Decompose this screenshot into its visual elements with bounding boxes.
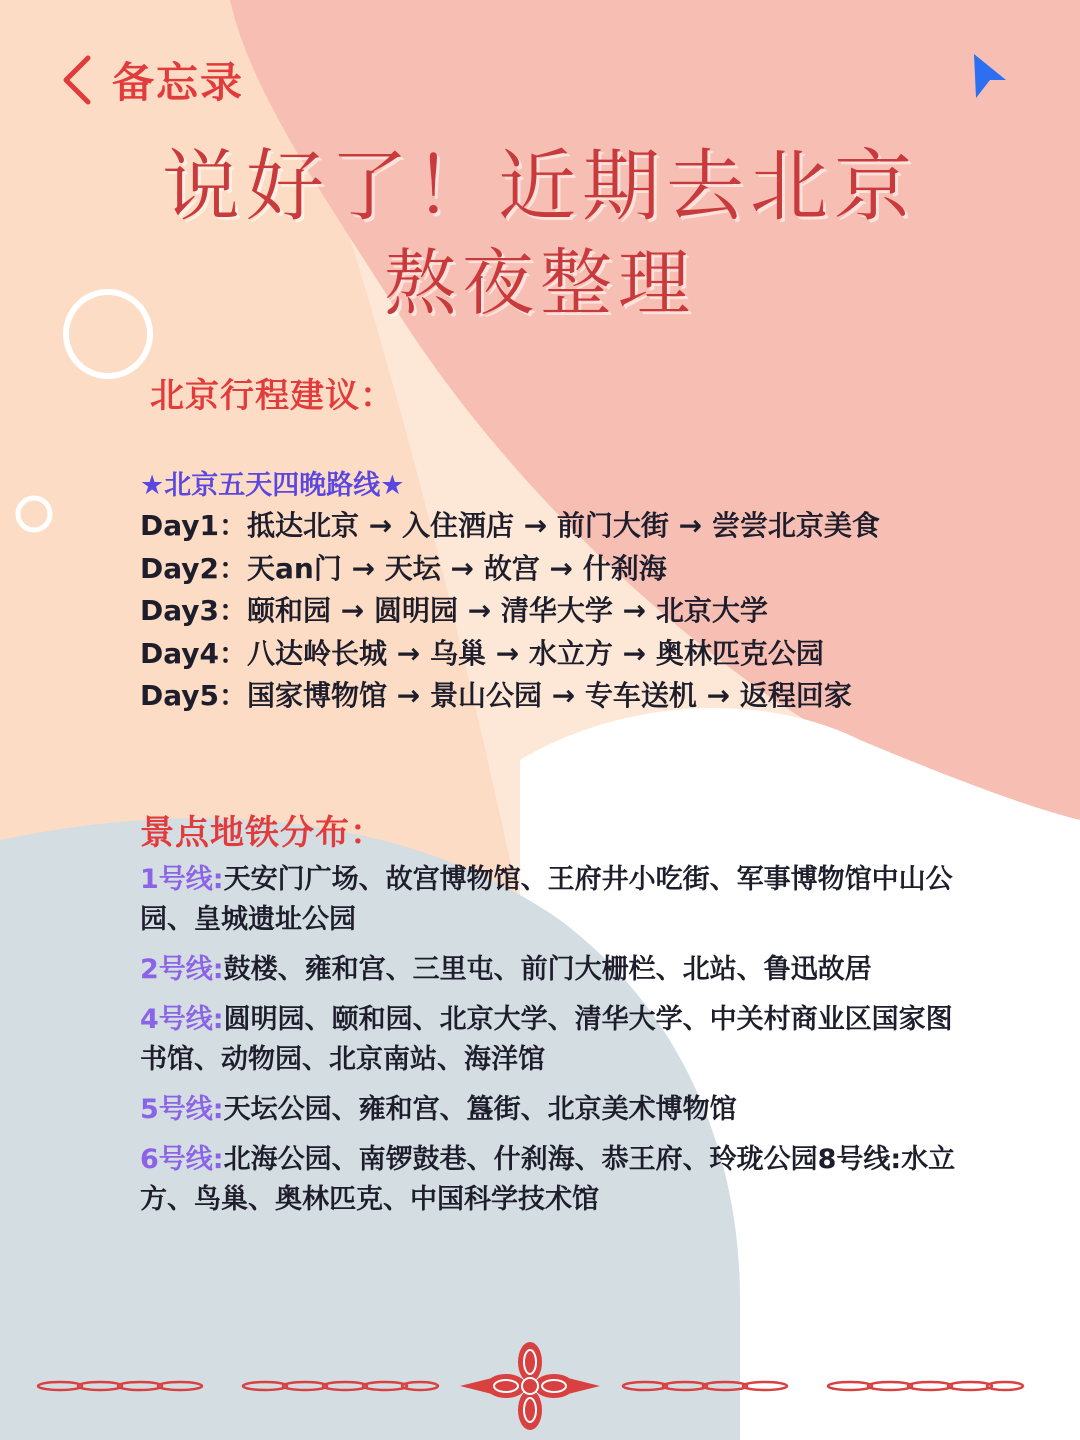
metro-line-item bbox=[140, 1140, 960, 1220]
metro-line-stops: 圆明园、颐和园、北京大学、清华大学、中关村商业区国家图书馆、动物园、北京南站、海洋馆 bbox=[140, 1004, 953, 1075]
day-line: Day3：颐和园 → 圆明园 → 清华大学 → 北京大学 bbox=[140, 594, 768, 627]
itinerary-list bbox=[140, 505, 1040, 718]
metro-list bbox=[140, 860, 960, 1230]
metro-line-item bbox=[140, 860, 960, 940]
metro-line-item bbox=[140, 1090, 960, 1130]
metro-heading: 景点地铁分布： bbox=[140, 813, 385, 853]
metro-line-stops: 北海公园、南锣鼓巷、什刹海、恭王府、玲珑公园8号线:水立方、鸟巢、奥林匹克、中国科学技术馆 bbox=[140, 1144, 956, 1215]
metro-line-item bbox=[140, 1000, 960, 1080]
metro-line-stops: 天安门广场、故宫博物馆、王府井小吃街、军事博物馆中山公园、皇城遗址公园 bbox=[140, 864, 953, 935]
page-subtitle: 熬夜整理 bbox=[383, 241, 696, 325]
metro-line-name: 2号线: bbox=[140, 954, 224, 985]
nav-title[interactable]: 备忘录 bbox=[112, 58, 245, 107]
nav-bar bbox=[60, 52, 244, 108]
day-line: Day4：八达岭长城 → 乌巢 → 水立方 → 奥林匹克公园 bbox=[140, 636, 824, 670]
itinerary-heading: 北京行程建议： bbox=[150, 376, 395, 416]
page-title: 说好了！近期去北京 bbox=[161, 142, 918, 232]
metro-line-stops: 鼓楼、雍和宫、三里屯、前门大栅栏、北站、鲁迅故居 bbox=[223, 954, 872, 985]
route-title: ★北京五天四晚路线★ bbox=[140, 470, 405, 501]
metro-line-name: 4号线: bbox=[140, 1004, 224, 1035]
metro-line-name: 1号线: bbox=[140, 864, 224, 895]
chevron-left-icon[interactable] bbox=[60, 54, 94, 106]
cursor-arrow-icon bbox=[970, 52, 1010, 106]
metro-line-name: 5号线: bbox=[140, 1094, 224, 1125]
day-line: Day2：天an门 → 天坛 → 故宫 → 什刹海 bbox=[140, 551, 667, 585]
metro-line-stops: 天坛公园、雍和宫、簋街、北京美术博物馆 bbox=[223, 1094, 737, 1125]
metro-line-item bbox=[140, 950, 960, 990]
day-line: Day5：国家博物馆 → 景山公园 → 专车送机 → 返程回家 bbox=[140, 679, 852, 712]
chinese-knot-icon bbox=[30, 1340, 1030, 1430]
metro-line-name: 6号线: bbox=[140, 1144, 224, 1175]
day-line: Day1：抵达北京 → 入住酒店 → 前门大街 → 尝尝北京美食 bbox=[140, 509, 880, 542]
